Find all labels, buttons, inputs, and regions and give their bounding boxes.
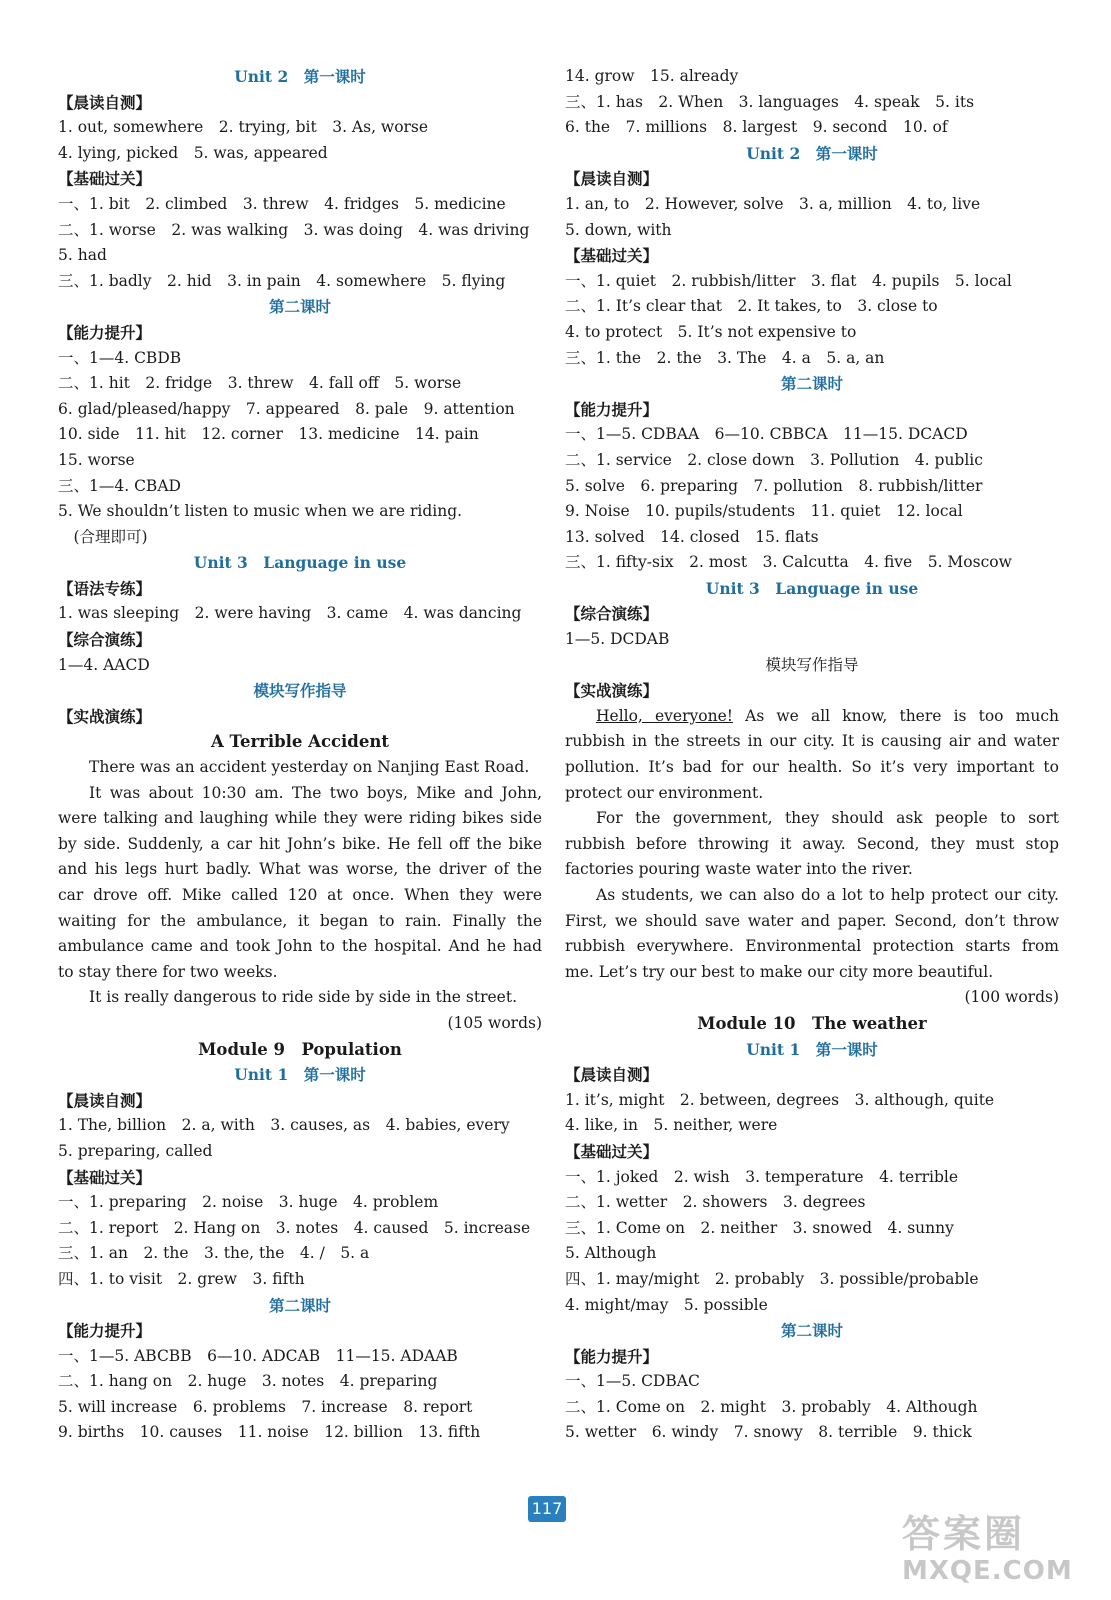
- answer-line: 三、1—4. CBAD: [58, 476, 181, 495]
- exercise-label: 【能力提升】: [58, 1321, 152, 1341]
- section-heading: Unit 3 Language in use: [705, 578, 919, 598]
- exercise-label: 【综合演练】: [565, 604, 659, 624]
- section-heading: Unit 3 Language in use: [193, 553, 407, 573]
- answer-line: 1. The, billion 2. a, with 3. causes, as 4. babies, every: [58, 1116, 510, 1135]
- section-heading: 第二课时: [780, 1321, 843, 1341]
- answer-line: 三、1. has 2. When 3. languages 4. speak 5. its: [565, 92, 975, 111]
- essay-paragraph: For the government, they should ask people to sort rubbish before throwing it away. Second, they must stop factories pouring waste water into the river.: [565, 809, 1059, 879]
- exercise-label: 【基础过关】: [565, 1141, 659, 1161]
- section-heading: Unit 1 第一课时: [234, 1065, 366, 1085]
- answer-line: 三、1. the 2. the 3. The 4. a 5. a, an: [565, 348, 885, 367]
- exercise-label: 【晨读自测】: [565, 1065, 659, 1085]
- answer-line: 9. Noise 10. pupils/students 11. quiet 12. local: [565, 502, 963, 521]
- answer-line: 5. will increase 6. problems 7. increase 8. report: [58, 1397, 473, 1416]
- section-heading: 模块写作指导: [253, 681, 347, 701]
- answer-line: 6. the 7. millions 8. largest 9. second 10. of: [565, 118, 948, 137]
- answer-line: 一、1—4. CBDB: [58, 348, 182, 367]
- answer-line: 1—5. DCDAB: [565, 630, 670, 649]
- answer-line: 4. to protect 5. It’s not expensive to: [565, 322, 857, 341]
- exercise-label: 【基础过关】: [565, 246, 659, 266]
- answer-line: 一、1. bit 2. climbed 3. threw 4. fridges 5. medicine: [58, 194, 506, 213]
- answer-line: 5. down, with: [565, 220, 672, 239]
- exercise-label: 【综合演练】: [58, 630, 152, 650]
- exercise-label: 【能力提升】: [565, 1346, 659, 1366]
- answer-line: 1. was sleeping 2. were having 3. came 4. was dancing: [58, 604, 522, 623]
- answer-line: 三、1. fifty-six 2. most 3. Calcutta 4. five 5. Moscow: [565, 553, 1012, 572]
- page-number: 117: [528, 1496, 566, 1522]
- answer-line: 13. solved 14. closed 15. flats: [565, 527, 819, 546]
- section-heading: Unit 2 第一课时: [746, 143, 878, 163]
- answer-line: 1—4. AACD: [58, 655, 150, 674]
- answer-line: 一、1—5. ABCBB 6—10. ADCAB 11—15. ADAAB: [58, 1346, 458, 1365]
- answer-line: 6. glad/pleased/happy 7. appeared 8. pale 9. attention: [58, 399, 515, 418]
- answer-line: 10. side 11. hit 12. corner 13. medicine 14. pain: [58, 425, 479, 444]
- essay-title: Module 10 The weather: [697, 1013, 927, 1033]
- answer-line: 5. Although: [565, 1244, 657, 1263]
- answer-line: 三、1. Come on 2. neither 3. snowed 4. sunny: [565, 1218, 954, 1237]
- answer-line: 二、1. report 2. Hang on 3. notes 4. caused 5. increase: [58, 1218, 531, 1237]
- exercise-label: 【晨读自测】: [58, 92, 152, 112]
- answer-line: 二、1. service 2. close down 3. Pollution 4. public: [565, 450, 983, 469]
- answer-line: 5. wetter 6. windy 7. snowy 8. terrible 9. thick: [565, 1423, 972, 1442]
- answer-line: 一、1. quiet 2. rubbish/litter 3. flat 4. pupils 5. local: [565, 271, 1012, 290]
- answer-line: 一、1. preparing 2. noise 3. huge 4. problem: [58, 1193, 439, 1212]
- exercise-label: 【实战演练】: [58, 706, 152, 726]
- section-heading: 第二课时: [268, 297, 331, 317]
- answer-line: 1. out, somewhere 2. trying, bit 3. As, worse: [58, 118, 429, 137]
- answer-line: 5. had: [58, 246, 107, 265]
- essay-paragraph: [565, 704, 1059, 806]
- exercise-label: 【语法专练】: [58, 578, 152, 598]
- word-count: (105 words): [447, 1013, 542, 1032]
- answer-line: (合理即可): [58, 527, 148, 546]
- answer-line: 一、1—5. CDBAC: [565, 1372, 700, 1391]
- answer-line: 5. We shouldn’t listen to music when we are riding.: [58, 502, 463, 521]
- essay-paragraph: It was about 10:30 am. The two boys, Mike and John, were talking and laughing while they were riding bikes side by side. Suddenly, a car hit John’s bike. He fell off the bike and his legs hurt badly. What was worse, the driver of the car drove off. Mike called 120 at once. When they were waiting for the ambulance, it began to rain. Finally the ambulance came and took John to the hospital. And he had to stay there for two weeks.: [58, 783, 542, 981]
- exercise-label: 【晨读自测】: [58, 1090, 152, 1110]
- answer-line: 14. grow 15. already: [565, 67, 739, 85]
- answer-line: 三、1. an 2. the 3. the, the 4. / 5. a: [58, 1244, 370, 1263]
- answer-line: 4. like, in 5. neither, were: [565, 1116, 778, 1135]
- answer-line: 二、1. wetter 2. showers 3. degrees: [565, 1193, 866, 1212]
- exercise-label: 【能力提升】: [565, 399, 659, 419]
- answer-line: 三、1. badly 2. hid 3. in pain 4. somewhere 5. flying: [58, 271, 506, 290]
- watermark-text: 答案圈: [902, 1512, 1026, 1556]
- right-column: [565, 64, 1059, 1446]
- exercise-label: 【基础过关】: [58, 169, 152, 189]
- watermark-url: MXQE.COM: [902, 1556, 1073, 1586]
- word-count: (100 words): [964, 988, 1059, 1007]
- answer-line: 一、1—5. CDBAA 6—10. CBBCA 11—15. DCACD: [565, 425, 968, 444]
- essay-greeting: Hello, everyone!: [596, 706, 733, 725]
- watermark-logo: [902, 1512, 1087, 1588]
- essay-paragraph: As students, we can also do a lot to help protect our city. First, we should save water and paper. Second, don’t throw rubbish everywhere. Environmental protection starts from me. Let’s try our best to make our city more beautiful.: [565, 886, 1059, 981]
- answer-line: 二、1. Come on 2. might 3. probably 4. Although: [565, 1397, 978, 1416]
- exercise-label: 【基础过关】: [58, 1167, 152, 1187]
- essay-title: A Terrible Accident: [211, 732, 389, 752]
- answer-line: 二、1. worse 2. was walking 3. was doing 4. was driving: [58, 220, 530, 239]
- section-heading: Unit 1 第一课时: [746, 1039, 878, 1059]
- answer-line: 5. solve 6. preparing 7. pollution 8. rubbish/litter: [565, 476, 983, 495]
- section-heading: 第二课时: [268, 1295, 331, 1315]
- answer-line: 二、1. hit 2. fridge 3. threw 4. fall off 5. worse: [58, 374, 462, 393]
- section-heading: 第二课时: [780, 374, 843, 394]
- answer-line: 一、1. joked 2. wish 3. temperature 4. terrible: [565, 1167, 959, 1186]
- answer-line: 15. worse: [58, 450, 135, 469]
- essay-paragraph: It is really dangerous to ride side by side in the street.: [89, 988, 518, 1007]
- answer-line: 4. might/may 5. possible: [565, 1295, 768, 1314]
- exercise-label: 【晨读自测】: [565, 169, 659, 189]
- answer-line: 4. lying, picked 5. was, appeared: [58, 143, 328, 162]
- left-column: [58, 64, 542, 1446]
- exercise-label: 【能力提升】: [58, 322, 152, 342]
- section-heading: Unit 2 第一课时: [234, 67, 366, 86]
- essay-paragraph: There was an accident yesterday on Nanjing East Road.: [89, 758, 530, 777]
- answer-line: 1. an, to 2. However, solve 3. a, million 4. to, live: [565, 194, 981, 213]
- answer-line: 四、1. may/might 2. probably 3. possible/probable: [565, 1269, 979, 1288]
- answer-line: 二、1. hang on 2. huge 3. notes 4. preparing: [58, 1372, 438, 1391]
- exercise-label: 【实战演练】: [565, 681, 659, 701]
- answer-line: 5. preparing, called: [58, 1141, 213, 1160]
- answer-line: 9. births 10. causes 11. noise 12. billion 13. fifth: [58, 1423, 481, 1442]
- answer-line: 1. it’s, might 2. between, degrees 3. although, quite: [565, 1090, 995, 1109]
- essay-title: Module 9 Population: [198, 1039, 402, 1059]
- answer-line: 二、1. It’s clear that 2. It takes, to 3. close to: [565, 297, 938, 316]
- essay-text: As we all know, there is too much rubbish in the streets in our city. It is causing air and water pollution. It’s bad for our health. So it’s very important to protect our environment.: [565, 706, 1059, 802]
- answer-line: 四、1. to visit 2. grew 3. fifth: [58, 1269, 305, 1288]
- section-heading: 模块写作指导: [765, 655, 859, 674]
